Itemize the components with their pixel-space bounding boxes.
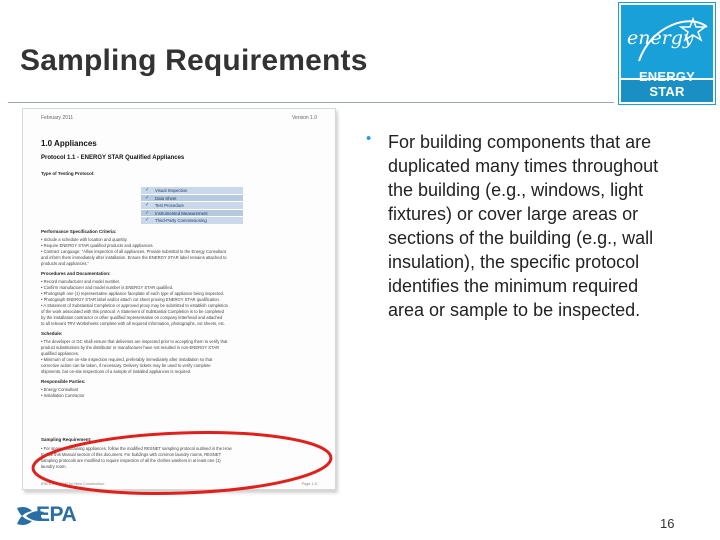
testing-protocol-table bbox=[141, 187, 243, 225]
doc-footer-left: ENERGY STAR for New Construction bbox=[41, 482, 105, 486]
doc-line: sampling protocols are modified to require inspection of all the clothes washers in at least one (1) bbox=[41, 458, 221, 463]
doc-line: • Contract Language: "Allow inspection of all appliances. Provide submittal to the Energy Consultant bbox=[41, 249, 226, 254]
title-divider bbox=[8, 102, 614, 103]
doc-line: product substitutions by the distributor or manufacturer have not resulted in non-ENERGY STAR bbox=[41, 345, 220, 350]
table-row bbox=[141, 195, 243, 203]
table-cell: Data Sheet bbox=[155, 195, 177, 201]
doc-schedule-label: Schedule: bbox=[41, 331, 63, 336]
doc-line: of the work associated with this protocol. A Statement of Substantial Completion is to be completed bbox=[41, 309, 224, 314]
doc-line: • Record manufacturer and model number. bbox=[41, 279, 120, 284]
slide-title: Sampling Requirements bbox=[20, 44, 368, 77]
doc-line: • Installation Contractor bbox=[41, 393, 85, 398]
check-icon: ✓ bbox=[145, 187, 150, 193]
doc-line: corrective action can be taken, if necessary. Delivery tickets may be used to verify complete bbox=[41, 363, 211, 368]
doc-header-date: February 2011 bbox=[41, 115, 74, 121]
doc-procedures-label: Procedures and Documentation: bbox=[41, 271, 111, 276]
doc-line: to all relevant TRV Worksheets complete with all required information, photographs, cut sheets, etc. bbox=[41, 321, 226, 326]
doc-line: • A Statement of Substantial Completion or approved proxy may be submitted to establish completion bbox=[41, 303, 228, 308]
doc-line: • Energy Consultant bbox=[41, 387, 79, 392]
doc-line: • Photograph ENERGY STAR label and/or attach cut sheet proving ENERGY STAR qualification. bbox=[41, 297, 220, 302]
logo-script-text: energy bbox=[627, 27, 694, 49]
check-icon: ✓ bbox=[145, 194, 150, 201]
table-row bbox=[141, 202, 243, 210]
table-cell: Third-Party Commissioning bbox=[155, 218, 207, 223]
bullet-text: For building components that are duplicated many times throughout the building (e.g., windows, light fixtures) or cover large areas or sections of the building (e.g., wall insulation), the specific protocol identifies the minimum required area or sample to be inspected. bbox=[388, 132, 659, 320]
doc-parties-label: Responsible Parties: bbox=[41, 379, 86, 384]
doc-line: • Confirm manufacturer and model number is ENERGY STAR qualified. bbox=[41, 285, 174, 290]
doc-line: • For spaces containing appliances, follow the modified RESNET sampling protocol outlined in the How bbox=[41, 446, 232, 451]
doc-line: by the installation contractor or other qualified representative on company letterhead and attached bbox=[41, 315, 223, 320]
doc-line: to Use this Manual section of this document. For buildings with common laundry rooms, RESNET bbox=[41, 452, 222, 457]
doc-line: products and appliances." bbox=[41, 261, 90, 266]
check-icon: ✓ bbox=[145, 202, 150, 208]
table-row bbox=[141, 187, 243, 195]
table-cell: Instrumented Measurement bbox=[155, 210, 208, 216]
check-icon: ✓ bbox=[145, 217, 150, 223]
table-row bbox=[141, 217, 243, 225]
logo-label: ENERGY STAR bbox=[638, 69, 696, 99]
doc-line: • Photograph one (1) representative appliance faceplate of each type of appliance being inspected. bbox=[41, 291, 225, 296]
doc-line: • Include a schedule with location and quantity. bbox=[41, 237, 128, 242]
table-cell: Visual Inspection bbox=[155, 188, 188, 193]
doc-testing-label: Type of Testing Protocol: bbox=[41, 171, 95, 176]
doc-line: • The developer or GC shall ensure that deliveries are inspected prior to accepting them to verify that bbox=[41, 339, 228, 344]
doc-line: laundry room. bbox=[41, 464, 67, 469]
doc-footer-right: Page 1-5 bbox=[301, 482, 317, 486]
doc-section-title: 1.0 Appliances bbox=[41, 139, 97, 148]
doc-line: • Require ENERGY STAR qualified products and appliances. bbox=[41, 243, 154, 248]
bullet-icon: • bbox=[366, 130, 372, 147]
doc-line: shipments, but on-site inspections of a sample of installed appliances is required. bbox=[41, 369, 192, 374]
table-cell: Test Procedure bbox=[155, 203, 184, 208]
doc-line: qualified appliances. bbox=[41, 351, 79, 356]
doc-line: • Minimum of one on-site inspection required, preferably immediately after installation so that bbox=[41, 357, 213, 362]
doc-sampling-label: Sampling Requirement: bbox=[41, 437, 92, 442]
table-row bbox=[141, 210, 243, 218]
doc-criteria-label: Performance Specification Criteria: bbox=[41, 229, 117, 234]
doc-protocol-title: Protocol 1.1 - ENERGY STAR Qualified Appliances bbox=[41, 155, 185, 161]
check-icon: ✓ bbox=[145, 209, 150, 216]
page-number: 16 bbox=[660, 516, 675, 531]
energy-star-logo bbox=[619, 3, 715, 104]
highlight-oval bbox=[30, 430, 336, 496]
doc-header-version: Version 1.0 bbox=[291, 115, 317, 121]
doc-line: and inform them immediately after installation. Ensure the ENERGY STAR label remains attached to bbox=[41, 255, 227, 260]
epa-logo-text: EPA bbox=[36, 503, 77, 526]
